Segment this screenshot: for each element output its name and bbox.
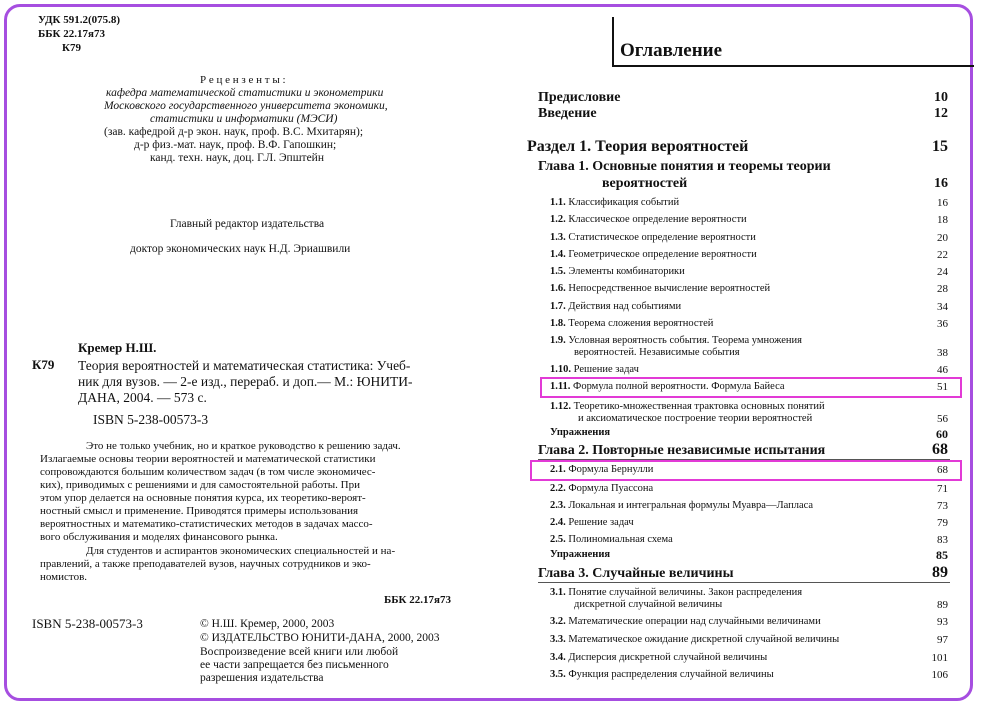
toc-item[interactable] xyxy=(550,301,681,312)
annotation-line: сопровождаются большим количеством задач (в том числе экономичес- xyxy=(40,466,376,478)
annotation-line: номистов. xyxy=(40,571,88,583)
toc-item-number: 3.4. xyxy=(550,652,566,663)
toc-item-label: Полиномиальная схема xyxy=(568,534,673,545)
toc-item-highlighted[interactable] xyxy=(550,464,653,475)
toc-item[interactable] xyxy=(550,517,634,528)
toc-page-number: 83 xyxy=(937,534,948,546)
toc-page-number: 18 xyxy=(937,214,948,226)
toc-item-label: Дисперсия дискретной случайной величины xyxy=(568,652,768,663)
copyright-line: © Н.Ш. Кремер, 2000, 2003 xyxy=(200,618,335,630)
copyright-line: Воспроизведение всей книги или любой xyxy=(200,646,399,658)
toc-item-label: Элементы комбинаторики xyxy=(568,266,685,277)
toc-item-label: Классификация событий xyxy=(568,197,680,208)
toc-item-number: 2.3. xyxy=(550,500,566,511)
copyright-line: разрешения издательства xyxy=(200,672,324,684)
toc-item[interactable] xyxy=(550,335,802,346)
annotation-line: Для студентов и аспирантов экономических специальностей и на- xyxy=(86,545,396,557)
toc-item-number: 1.9. xyxy=(550,335,566,346)
toc-item[interactable] xyxy=(550,283,770,294)
toc-item[interactable] xyxy=(550,652,767,663)
toc-item-label: Теоретико-множественная трактовка основных понятий xyxy=(573,401,825,412)
toc-page-number: 12 xyxy=(934,106,948,121)
toc-page-number: 20 xyxy=(937,232,948,244)
udk-code: УДК 591.2(075.8) xyxy=(38,14,121,26)
toc-exercises[interactable]: Упражнения xyxy=(550,549,611,560)
reviewers-heading: Р е ц е н з е н т ы : xyxy=(200,74,286,86)
toc-page-number: 51 xyxy=(937,381,948,393)
bbk-code: ББК 22.17я73 xyxy=(38,28,105,40)
toc-item-label-cont[interactable]: дискретной случайной величины xyxy=(574,599,723,610)
toc-intro[interactable]: Введение xyxy=(538,106,597,121)
book-title-line: ник для вузов. — 2-е изд., перераб. и доп.— М.: ЮНИТИ- xyxy=(78,374,413,389)
toc-item-label: Функция распределения случайной величины xyxy=(568,669,774,680)
toc-page-number: 71 xyxy=(937,483,948,495)
toc-item[interactable] xyxy=(550,669,774,680)
reviewer-line: кафедра математической статистики и эконометрики xyxy=(106,87,384,99)
book-title-line: ДАНА, 2004. — 573 с. xyxy=(78,390,207,405)
toc-item[interactable] xyxy=(550,634,839,645)
toc-item-label: Понятие случайной величины. Закон распределения xyxy=(568,587,803,598)
book-isbn: ISBN 5-238-00573-3 xyxy=(93,412,209,427)
toc-item-number: 1.2. xyxy=(550,214,566,225)
toc-page-number: 22 xyxy=(937,249,948,261)
copyright-line: ее части запрещается без письменного xyxy=(200,659,389,671)
divider xyxy=(538,582,950,583)
reviewer-line: (зав. кафедрой д-р экон. наук, проф. В.С. Мхитарян); xyxy=(104,126,364,138)
toc-item-number: 1.12. xyxy=(550,401,571,412)
toc-item-label: Условная вероятность события. Теорема умножения xyxy=(568,335,802,346)
toc-page-number: 79 xyxy=(937,517,948,529)
isbn-bottom: ISBN 5-238-00573-3 xyxy=(32,616,143,631)
annotation-line: правлений, а также преподавателей вузов, научных сотрудников и эко- xyxy=(40,558,371,570)
toc-item-label: Теорема сложения вероятностей xyxy=(568,318,714,329)
toc-item-number: 1.8. xyxy=(550,318,566,329)
toc-item-label: Непосредственное вычисление вероятностей xyxy=(568,283,771,294)
toc-preface[interactable]: Предисловие xyxy=(538,90,621,105)
toc-title: Оглавление xyxy=(620,40,723,61)
toc-item-number: 2.1. xyxy=(550,464,566,475)
toc-item[interactable] xyxy=(550,616,821,627)
toc-page-number: 16 xyxy=(937,197,948,209)
toc-page-number: 89 xyxy=(932,564,948,581)
toc-item[interactable] xyxy=(550,318,713,329)
toc-page-number: 36 xyxy=(937,318,948,330)
toc-item-label: Формула полной вероятности. Формула Байеса xyxy=(573,381,785,392)
annotation-line: ких), приводимых с решениями и для самостоятельной работы. При xyxy=(40,479,360,491)
copyright-line: © ИЗДАТЕЛЬСТВО ЮНИТИ-ДАНА, 2000, 2003 xyxy=(200,632,440,644)
toc-item-label: Решение задач xyxy=(573,364,639,375)
editor-line: Главный редактор издательства xyxy=(170,218,325,230)
toc-item[interactable] xyxy=(550,249,757,260)
bbk-bottom: ББК 22.17я73 xyxy=(384,594,451,606)
toc-item-highlighted[interactable] xyxy=(550,381,785,392)
reviewer-line: статистики и информатики (МЭСИ) xyxy=(150,113,338,125)
toc-page-number: 38 xyxy=(937,347,948,359)
toc-item[interactable] xyxy=(550,364,639,375)
toc-item-label: Статистическое определение вероятности xyxy=(568,232,756,243)
toc-item[interactable] xyxy=(550,534,673,545)
toc-item[interactable] xyxy=(550,500,813,511)
toc-page-number: 34 xyxy=(937,301,948,313)
book-title-line: Теория вероятностей и математическая статистика: Учеб- xyxy=(78,358,411,373)
toc-item-label: Действия над событиями xyxy=(568,301,682,312)
toc-chapter-2[interactable]: Глава 2. Повторные независимые испытания xyxy=(538,443,826,458)
toc-page-number: 60 xyxy=(936,427,948,441)
reviewer-line: д-р физ.-мат. наук, проф. В.Ф. Гапошкин; xyxy=(134,139,337,151)
toc-item-number: 2.2. xyxy=(550,483,566,494)
toc-page-number: 89 xyxy=(937,599,948,611)
toc-page-number: 73 xyxy=(937,500,948,512)
book-code: К79 xyxy=(32,357,55,372)
toc-page-number: 56 xyxy=(937,413,948,425)
toc-exercises[interactable]: Упражнения xyxy=(550,427,611,438)
toc-item-number: 1.5. xyxy=(550,266,566,277)
toc-item-number: 1.1. xyxy=(550,197,566,208)
toc-page-number: 85 xyxy=(936,548,948,562)
toc-item-label: Классическое определение вероятности xyxy=(568,214,747,225)
toc-page-number: 68 xyxy=(932,441,948,458)
annotation-line: Это не только учебник, но и краткое руководство к решению задач. xyxy=(86,440,401,452)
toc-page-number: 101 xyxy=(931,652,948,664)
toc-item-label-cont[interactable]: вероятностей. Независимые события xyxy=(574,347,740,358)
toc-page-number: 10 xyxy=(934,90,948,105)
toc-item[interactable] xyxy=(550,197,679,208)
reviewer-line: Московского государственного университета экономики, xyxy=(104,100,388,112)
toc-page-number: 15 xyxy=(932,138,948,155)
toc-item-label: Математические операции над случайными величинами xyxy=(568,616,821,627)
toc-item-number: 1.4. xyxy=(550,249,566,260)
toc-page-number: 24 xyxy=(937,266,948,278)
editor-line: доктор экономических наук Н.Д. Эриашвили xyxy=(130,243,351,255)
toc-item-number: 3.2. xyxy=(550,616,566,627)
toc-chapter-3[interactable]: Глава 3. Случайные величины xyxy=(538,566,734,581)
annotation-line: вого обслуживания и моделях финансового рынка. xyxy=(40,531,278,543)
toc-item[interactable] xyxy=(550,214,747,225)
toc-section-1[interactable]: Раздел 1. Теория вероятностей xyxy=(527,138,749,155)
toc-item-label: Локальная и интегральная формулы Муавра—Лапласа xyxy=(568,500,814,511)
toc-item-number: 1.11. xyxy=(550,381,571,392)
annotation-line: вероятностных и математико-статистических методов в задачах массо- xyxy=(40,518,373,530)
toc-item-number: 2.5. xyxy=(550,534,566,545)
toc-item-label: Решение задач xyxy=(568,517,634,528)
toc-item-number: 1.7. xyxy=(550,301,566,312)
toc-item-number: 3.3. xyxy=(550,634,566,645)
toc-page-number: 28 xyxy=(937,283,948,295)
toc-item[interactable] xyxy=(550,232,756,243)
toc-item-label: Формула Бернулли xyxy=(568,464,654,475)
toc-item-number: 1.6. xyxy=(550,283,566,294)
toc-chapter-1-cont[interactable]: вероятностей xyxy=(602,176,688,191)
annotation-line: ностный смысл и применение. Приводятся примеры использования xyxy=(40,505,359,517)
reviewer-line: канд. техн. наук, доц. Г.Л. Эпштейн xyxy=(150,152,324,164)
toc-item-number: 1.10. xyxy=(550,364,571,375)
toc-item[interactable] xyxy=(550,483,653,494)
book-author: Кремер Н.Ш. xyxy=(78,340,157,355)
toc-item-number: 3.1. xyxy=(550,587,566,598)
toc-item-number: 2.4. xyxy=(550,517,566,528)
annotation-line: этом упор делается на основные понятия курса, их теоретико-вероят- xyxy=(40,492,366,504)
toc-page-number: 68 xyxy=(937,464,948,476)
toc-page-number: 46 xyxy=(937,364,948,376)
toc-item-number: 1.3. xyxy=(550,232,566,243)
annotation-line: Излагаемые основы теории вероятностей и математической статистики xyxy=(40,453,376,465)
toc-item-label: Формула Пуассона xyxy=(568,483,654,494)
toc-page-number: 106 xyxy=(931,669,948,681)
toc-item-label: Математическое ожидание дискретной случайной величины xyxy=(568,634,840,645)
toc-page-number: 16 xyxy=(934,176,948,191)
toc-item[interactable] xyxy=(550,266,685,277)
toc-item-label-cont[interactable]: и аксиоматическое построение теории вероятностей xyxy=(578,413,813,424)
toc-item-number: 3.5. xyxy=(550,669,566,680)
toc-chapter-1[interactable]: Глава 1. Основные понятия и теоремы теории xyxy=(538,159,831,174)
toc-item-label: Геометрическое определение вероятности xyxy=(568,249,757,260)
author-code: К79 xyxy=(62,42,81,54)
toc-page-number: 93 xyxy=(937,616,948,628)
toc-page-number: 97 xyxy=(937,634,948,646)
toc-item[interactable] xyxy=(550,587,802,598)
toc-item[interactable] xyxy=(550,401,825,412)
